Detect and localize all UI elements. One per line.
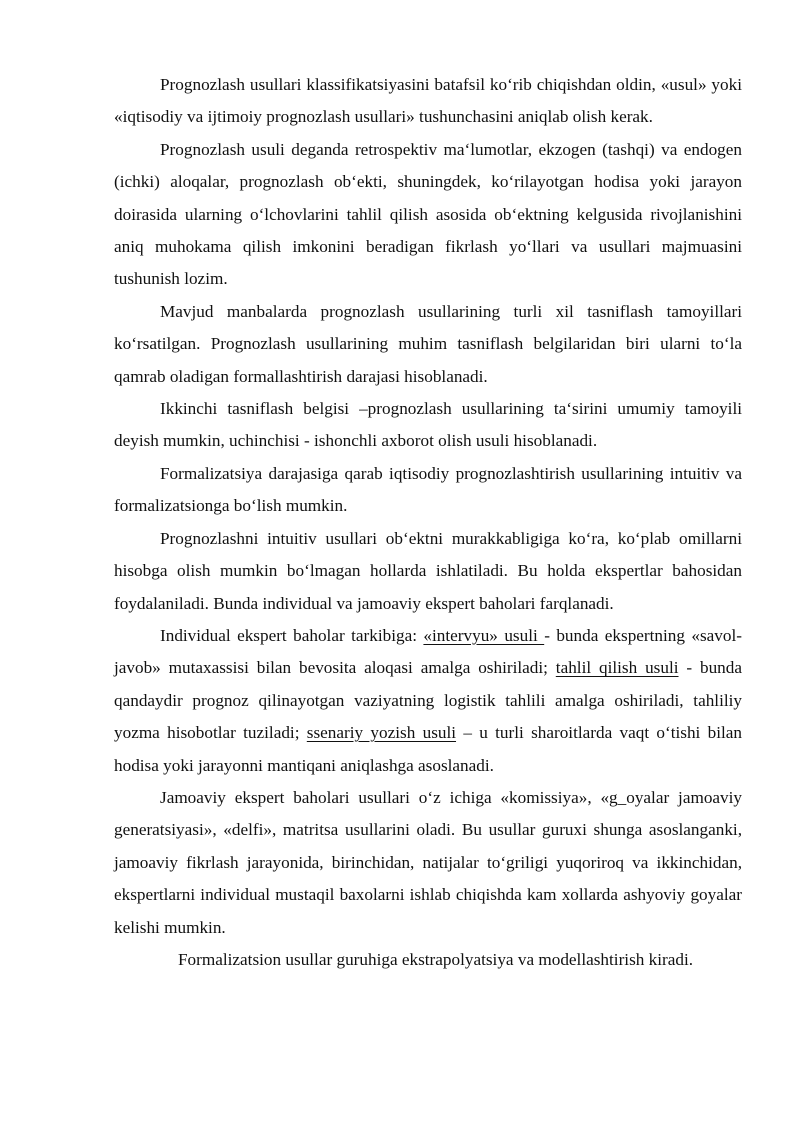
paragraph-3: Mavjud manbalarda prognozlash usullarining turli xil tasniflash tamoyillari ko‘rsatilgan. Prognozlash usullarining muhim tasniflash belgilaridan biri ularni to‘la qamrab oladigan formallashtirish darajasi hisoblanadi. [114,301,742,386]
paragraph-7-text-2: - bunda ekspertning «savol-javob» mutaxassisi bilan bevosita aloqasi amalga oshiriladi; [114,625,742,678]
paragraph-8: Jamoaviy ekspert baholari usullari o‘z ichiga «komissiya», «g_oyalar jamoaviy generatsiyasi», «delfi», matritsa usullarini oladi. Bu usullar guruxi shunga asoslanganki, jamoaviy fikrlash jarayonida, birinchidan, natijalar to‘griligi yuqoriroq va ikkinchidan, ekspertlarni individual mustaqil baxolarni ishlab chiqishda kam xollarda ashyoviy goyalar kelishi mumkin. [114,787,742,937]
paragraph-4: Ikkinchi tasniflash belgisi –prognozlash usullarining ta‘sirini umumiy tamoyili deyish mumkin, uchinchisi - ishonchli axborot olish usuli hisoblanadi. [114,399,742,451]
paragraph-9: Formalizatsion usullar guruhiga ekstrapolyatsiya va modellashtirish kiradi. [178,949,694,969]
paragraph-7-text-3: - bunda qandaydir prognoz qilinayotgan vaziyatning logistik tahlili amalga oshiriladi, tahliliy yozma hisobotlar tuziladi; [114,658,743,743]
paragraph-6: Prognozlashni intuitiv usullari ob‘ektni murakkabligiga ko‘ra, ko‘plab omillarni hisobga olish mumkin bo‘lmagan hollarda ishlatiladi. Bu holda ekspertlar bahosidan foydalaniladi. Bunda individual va jamoaviy ekspert baholari farqlanadi. [114,528,742,613]
paragraph-7-text-1: Individual ekspert baholar tarkibiga: [160,625,424,645]
paragraph-7 [114,620,742,782]
paragraph-5: Formalizatsiya darajasiga qarab iqtisodiy prognozlashtirish usullarining intuitiv va formalizatsionga bo‘lish mumkin. [114,463,742,516]
paragraph-7-text-4: – u turli sharoitlarda vaqt o‘tishi bilan hodisa yoki jarayonni mantiqani aniqlashga asoslanadi. [114,723,742,775]
scenario-method-term: ssenariy yozish usuli [306,723,457,743]
interview-method-term: «intervyu» usuli [423,625,545,645]
paragraph-2: Prognozlash usuli deganda retrospektiv ma‘lumotlar, ekzogen (tashqi) va endogen (ichki) aloqalar, prognozlash ob‘ekti, shuningdek, ko‘rilayotgan hodisa yoki jarayon doirasida ularning o‘lchovlarini tahlil qilish asosida ob‘ektning kelgusida rivojlanishini aniq muhokama qilish imkonini beradigan fikrlash yo‘llari va usullari majmuasini tushunish lozim. [114,139,742,289]
paragraph-1: Prognozlash usullari klassifikatsiyasini batafsil ko‘rib chiqishdan oldin, «usul» yoki «iqtisodiy va ijtimoiy prognozlash usullari» tushunchasini aniqlab olish kerak. [114,75,742,127]
analysis-method-term: tahlil qilish usuli [555,658,679,678]
